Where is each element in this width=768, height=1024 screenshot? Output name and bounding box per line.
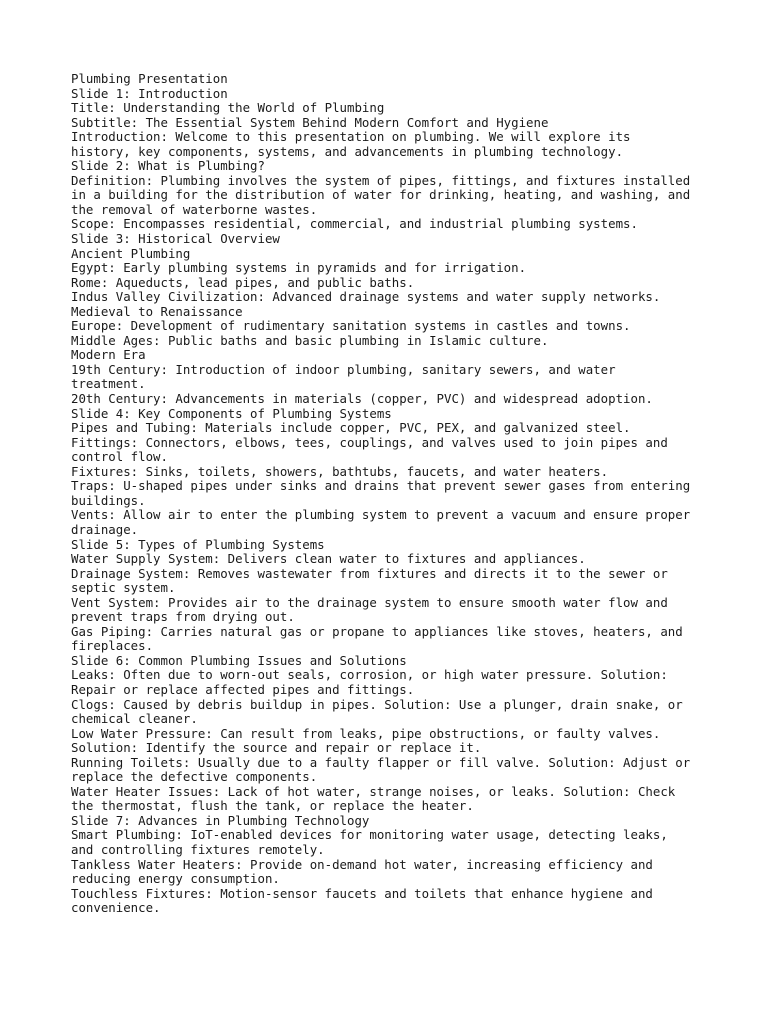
text-line: Leaks: Often due to worn-out seals, corrosion, or high water pressure. Solution: [71, 667, 668, 683]
text-line: control flow. [71, 449, 168, 465]
text-line: Ancient Plumbing [71, 245, 191, 261]
text-line: Slide 5: Types of Plumbing Systems [71, 536, 325, 552]
text-line: Introduction: Welcome to this presentation on plumbing. We will explore its [71, 129, 631, 145]
text-line: Running Toilets: Usually due to a faulty flapper or fill valve. Solution: Adjust or [71, 754, 691, 770]
text-line: chemical cleaner. [71, 711, 198, 727]
text-line: 19th Century: Introduction of indoor plumbing, sanitary sewers, and water [71, 361, 616, 377]
text-line: Subtitle: The Essential System Behind Modern Comfort and Hygiene [71, 114, 549, 130]
text-line: Fixtures: Sinks, toilets, showers, bathtubs, faucets, and water heaters. [71, 463, 609, 479]
document-body [71, 72, 711, 916]
text-line: Slide 2: What is Plumbing? [71, 158, 265, 174]
text-line: Slide 4: Key Components of Plumbing Systems [71, 405, 392, 421]
text-line: 20th Century: Advancements in materials (copper, PVC) and widespread adoption. [71, 391, 653, 407]
text-line: Repair or replace affected pipes and fittings. [71, 681, 415, 697]
text-line: Title: Understanding the World of Plumbing [71, 100, 385, 116]
text-line: Water Heater Issues: Lack of hot water, strange noises, or leaks. Solution: Check [71, 783, 676, 799]
text-line: Middle Ages: Public baths and basic plumbing in Islamic culture. [71, 332, 549, 348]
text-line: Water Supply System: Delivers clean water to fixtures and appliances. [71, 551, 586, 567]
text-line: Gas Piping: Carries natural gas or propane to appliances like stoves, heaters, and [71, 623, 683, 639]
text-line: Touchless Fixtures: Motion-sensor faucets and toilets that enhance hygiene and [71, 885, 653, 901]
text-line: the thermostat, flush the tank, or replace the heater. [71, 798, 474, 814]
text-line: septic system. [71, 580, 176, 596]
text-line: the removal of waterborne wastes. [71, 201, 318, 217]
text-line: Egypt: Early plumbing systems in pyramids and for irrigation. [71, 260, 527, 276]
text-line: Drainage System: Removes wastewater from fixtures and directs it to the sewer or [71, 565, 668, 581]
text-line: Traps: U-shaped pipes under sinks and drains that prevent sewer gases from entering [71, 478, 691, 494]
text-line: Modern Era [71, 347, 146, 363]
text-line: Low Water Pressure: Can result from leaks, pipe obstructions, or faulty valves. [71, 725, 661, 741]
text-line: in a building for the distribution of water for drinking, heating, and washing, and [71, 187, 691, 203]
text-line: Smart Plumbing: IoT-enabled devices for monitoring water usage, detecting leaks, [71, 827, 668, 843]
text-line: Solution: Identify the source and repair or replace it. [71, 740, 482, 756]
text-line: history, key components, systems, and advancements in plumbing technology. [71, 143, 624, 159]
text-line: Slide 6: Common Plumbing Issues and Solutions [71, 652, 407, 668]
text-line: Pipes and Tubing: Materials include copper, PVC, PEX, and galvanized steel. [71, 420, 631, 436]
text-line: fireplaces. [71, 638, 154, 654]
text-line: buildings. [71, 492, 146, 508]
text-line: Plumbing Presentation [71, 71, 228, 86]
text-line: Clogs: Caused by debris buildup in pipes. Solution: Use a plunger, drain snake, or [71, 696, 683, 712]
text-line: Slide 3: Historical Overview [71, 231, 280, 247]
text-line: Europe: Development of rudimentary sanitation systems in castles and towns. [71, 318, 631, 334]
text-line: Indus Valley Civilization: Advanced drainage systems and water supply networks. [71, 289, 661, 305]
text-line: convenience. [71, 900, 161, 916]
text-line: and controlling fixtures remotely. [71, 841, 325, 857]
text-line: Definition: Plumbing involves the system of pipes, fittings, and fixtures installed [71, 172, 691, 188]
text-line: Tankless Water Heaters: Provide on-demand hot water, increasing efficiency and [71, 856, 653, 872]
text-line: Scope: Encompasses residential, commercial, and industrial plumbing systems. [71, 216, 638, 232]
text-line: Slide 1: Introduction [71, 85, 228, 101]
text-line: drainage. [71, 521, 139, 537]
text-line: reducing energy consumption. [71, 871, 280, 887]
text-line: Vents: Allow air to enter the plumbing system to prevent a vacuum and ensure proper [71, 507, 691, 523]
text-line: Rome: Aqueducts, lead pipes, and public baths. [71, 274, 415, 290]
text-line: Slide 7: Advances in Plumbing Technology [71, 812, 370, 828]
text-line: Fittings: Connectors, elbows, tees, couplings, and valves used to join pipes and [71, 434, 668, 450]
text-line: treatment. [71, 376, 146, 392]
text-line: prevent traps from drying out. [71, 609, 295, 625]
text-line: replace the defective components. [71, 769, 318, 785]
text-line: Medieval to Renaissance [71, 303, 243, 319]
text-line: Vent System: Provides air to the drainage system to ensure smooth water flow and [71, 594, 668, 610]
